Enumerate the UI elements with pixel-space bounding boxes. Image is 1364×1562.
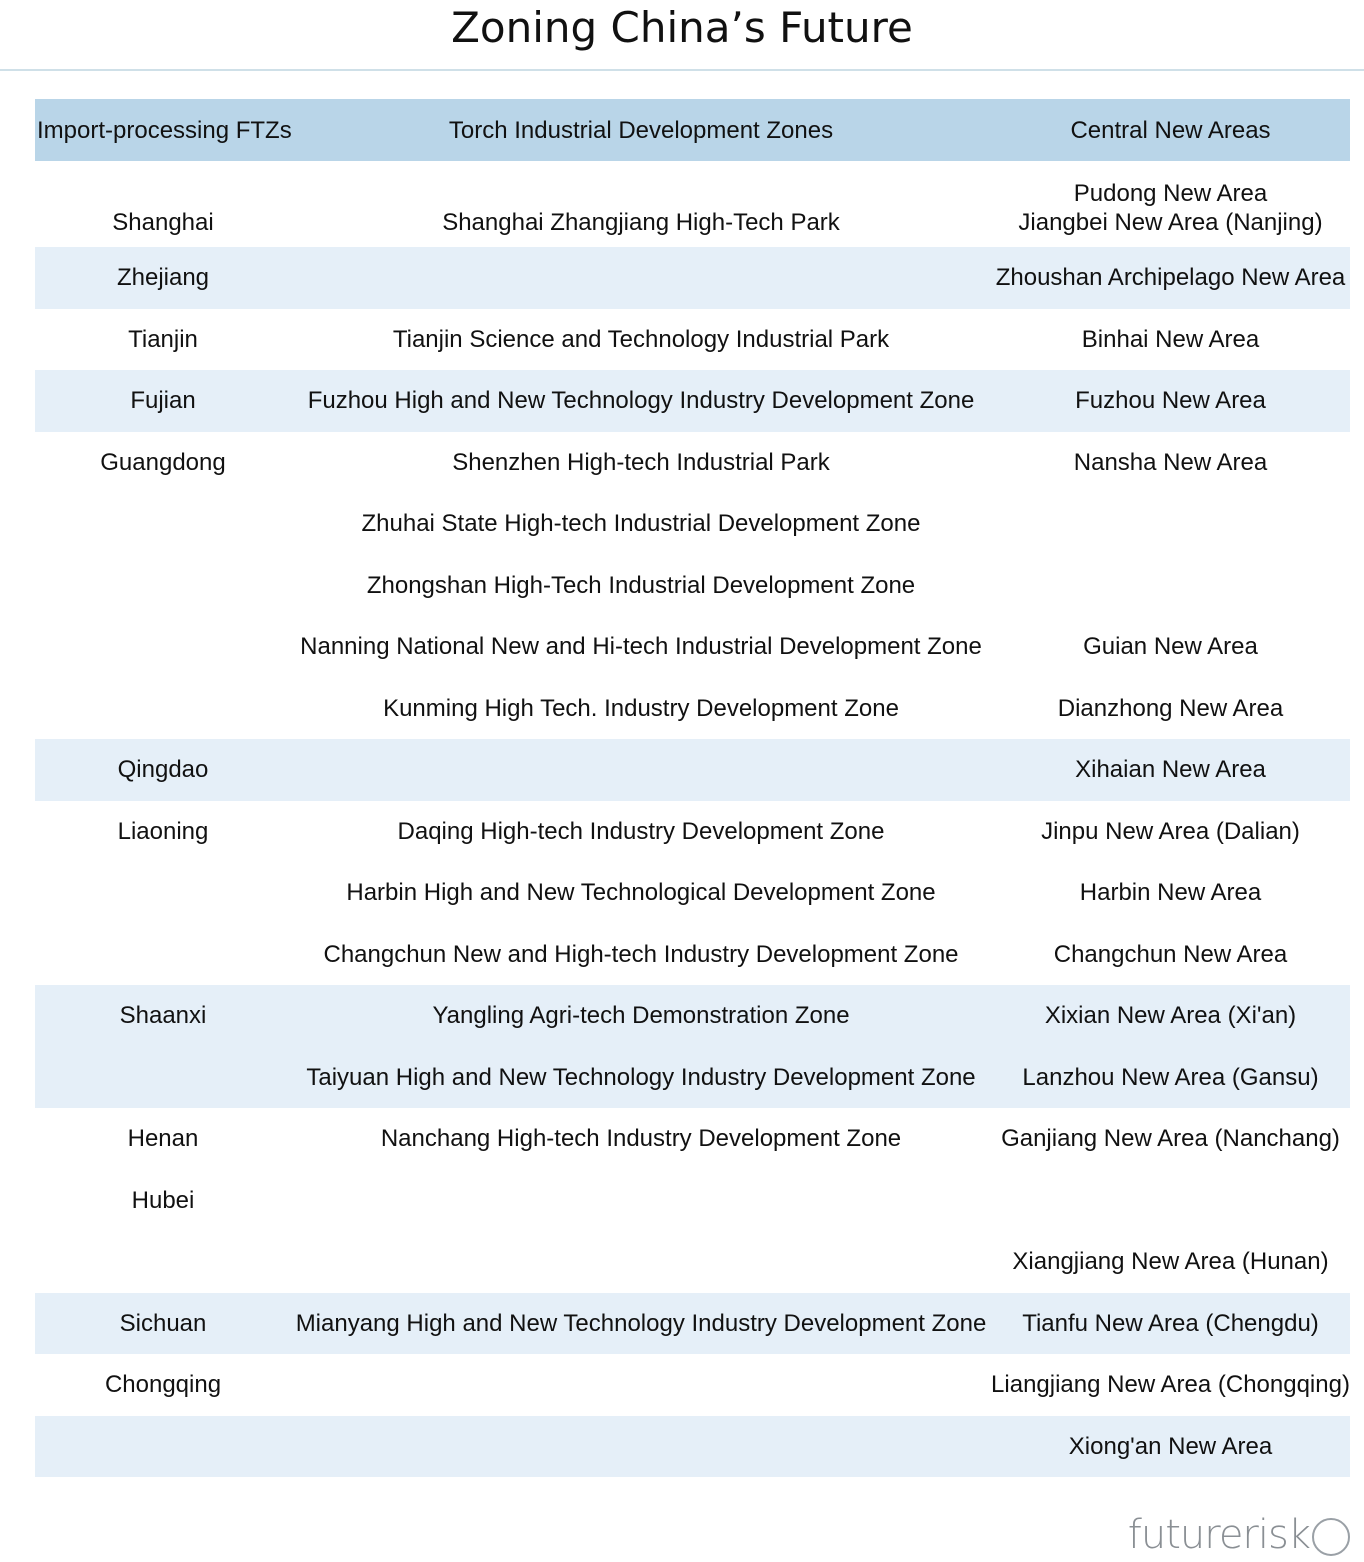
cell-new-area bbox=[991, 755, 1350, 784]
header-ftz: Import-processing FTZs bbox=[37, 116, 292, 144]
table-row bbox=[35, 1354, 1350, 1416]
cell-ftz: Guangdong bbox=[100, 448, 226, 476]
cell-torch-zone: Daqing High-tech Industry Development Zone bbox=[397, 817, 885, 845]
new-area-name: Liangjiang New Area (Chongqing) bbox=[991, 1371, 1350, 1399]
cell-ftz: Hubei bbox=[131, 1186, 195, 1214]
new-area-name: Pudong New Area bbox=[1073, 180, 1268, 207]
new-area-name: Binhai New Area bbox=[1081, 325, 1260, 353]
cell-torch-zone: Zhuhai State High-tech Industrial Development Zone bbox=[361, 510, 921, 538]
cell-torch-zone: Fuzhou High and New Technology Industry Development Zone bbox=[307, 387, 975, 415]
cell-torch-zone: Taiyuan High and New Technology Industry Development Zone bbox=[306, 1063, 976, 1091]
title-divider bbox=[0, 69, 1364, 71]
cell-ftz: Fujian bbox=[130, 387, 196, 415]
table-row bbox=[35, 1293, 1350, 1355]
cell-torch-zone: Kunming High Tech. Industry Development Zone bbox=[383, 694, 899, 722]
cell-torch-zone: Shenzhen High-tech Industrial Park bbox=[452, 448, 830, 476]
table-row bbox=[35, 247, 1350, 309]
zones-table bbox=[35, 99, 1350, 1477]
cell-torch-zone: Mianyang High and New Technology Industry Development Zone bbox=[295, 1309, 987, 1337]
cell-new-area bbox=[991, 1124, 1350, 1153]
cell-ftz: Liaoning bbox=[117, 817, 209, 845]
cell-torch-zone: Changchun New and High-tech Industry Development Zone bbox=[323, 940, 959, 968]
new-area-name: Jinpu New Area (Dalian) bbox=[1041, 817, 1300, 845]
new-area-name: Jiangbei New Area (Nanjing) bbox=[1018, 209, 1323, 236]
table-row bbox=[35, 432, 1350, 494]
new-area-name: Guian New Area bbox=[1083, 633, 1258, 661]
table-row bbox=[35, 309, 1350, 371]
new-area-name: Ganjiang New Area (Nanchang) bbox=[1001, 1125, 1340, 1153]
new-area-name: Xixian New Area (Xi'an) bbox=[1044, 1002, 1297, 1030]
cell-ftz: Chongqing bbox=[104, 1371, 222, 1399]
table-header bbox=[35, 99, 1350, 161]
cell-torch-zone: Shanghai Zhangjiang High-Tech Park bbox=[442, 209, 840, 236]
cell-ftz: Sichuan bbox=[119, 1309, 207, 1337]
cell-torch-zone: Yangling Agri-tech Demonstration Zone bbox=[432, 1002, 850, 1030]
new-area-name: Zhoushan Archipelago New Area bbox=[995, 264, 1346, 292]
new-area-name: Xiong'an New Area bbox=[1068, 1432, 1273, 1460]
header-torch: Torch Industrial Development Zones bbox=[448, 116, 834, 144]
cell-new-area bbox=[991, 1063, 1350, 1092]
table-row bbox=[35, 739, 1350, 801]
table-row bbox=[35, 1108, 1350, 1170]
cell-new-area bbox=[991, 263, 1350, 292]
new-area-name: Xihaian New Area bbox=[1075, 756, 1266, 784]
new-area-name: Tianfu New Area (Chengdu) bbox=[1022, 1309, 1319, 1337]
logo-text: futurerisk bbox=[1127, 1512, 1310, 1558]
cell-ftz: Henan bbox=[127, 1125, 199, 1153]
cell-new-area bbox=[991, 325, 1350, 354]
cell-ftz: Zhejiang bbox=[116, 264, 210, 292]
cell-new-area bbox=[991, 940, 1350, 969]
new-area-name: Changchun New Area bbox=[1053, 940, 1288, 968]
new-area-name: Fuzhou New Area bbox=[1075, 387, 1266, 415]
cell-ftz: Tianjin bbox=[128, 325, 198, 353]
cell-new-area bbox=[991, 386, 1350, 415]
cell-new-area bbox=[991, 1309, 1350, 1338]
table-row bbox=[35, 161, 1350, 247]
cell-ftz: Qingdao bbox=[117, 756, 209, 784]
cell-ftz: Shanghai bbox=[112, 209, 214, 236]
cell-new-area bbox=[991, 632, 1350, 661]
table-row bbox=[35, 555, 1350, 617]
header-new-areas: Central New Areas bbox=[1070, 116, 1271, 144]
cell-torch-zone: Nanning National New and Hi-tech Industrial Development Zone bbox=[300, 633, 982, 661]
page-title: Zoning China’s Future bbox=[451, 3, 913, 52]
table-row bbox=[35, 801, 1350, 863]
table-row bbox=[35, 616, 1350, 678]
table-row bbox=[35, 1047, 1350, 1109]
table-row bbox=[35, 493, 1350, 555]
cell-new-area bbox=[991, 1001, 1350, 1030]
new-area-name: Dianzhong New Area bbox=[1057, 694, 1284, 722]
new-area-name: Xiangjiang New Area (Hunan) bbox=[1012, 1248, 1329, 1276]
new-area-name: Harbin New Area bbox=[1079, 879, 1262, 907]
cell-new-area bbox=[991, 694, 1350, 723]
table-row bbox=[35, 985, 1350, 1047]
table-row bbox=[35, 1231, 1350, 1293]
table-row bbox=[35, 370, 1350, 432]
cell-ftz: Shaanxi bbox=[119, 1002, 207, 1030]
cell-new-area bbox=[991, 179, 1350, 247]
futurerisk-logo bbox=[1128, 1512, 1350, 1558]
table-row bbox=[35, 924, 1350, 986]
cell-new-area bbox=[991, 1370, 1350, 1399]
table-row bbox=[35, 678, 1350, 740]
table-row bbox=[35, 862, 1350, 924]
new-area-name: Nansha New Area bbox=[1073, 448, 1268, 476]
cell-new-area bbox=[991, 1432, 1350, 1461]
cell-new-area bbox=[991, 817, 1350, 846]
cell-torch-zone: Zhongshan High-Tech Industrial Development Zone bbox=[366, 571, 916, 599]
table-body bbox=[35, 161, 1350, 1477]
table-row bbox=[35, 1170, 1350, 1232]
table-row bbox=[35, 1416, 1350, 1478]
new-area-name: Lanzhou New Area (Gansu) bbox=[1022, 1063, 1319, 1091]
cell-torch-zone: Harbin High and New Technological Development Zone bbox=[346, 879, 936, 907]
cell-new-area bbox=[991, 1247, 1350, 1276]
cell-torch-zone: Nanchang High-tech Industry Development Zone bbox=[380, 1125, 902, 1153]
cell-torch-zone: Tianjin Science and Technology Industrial Park bbox=[392, 325, 890, 353]
cell-new-area bbox=[991, 448, 1350, 477]
circle-logo-icon bbox=[1312, 1518, 1350, 1556]
cell-new-area bbox=[991, 878, 1350, 907]
